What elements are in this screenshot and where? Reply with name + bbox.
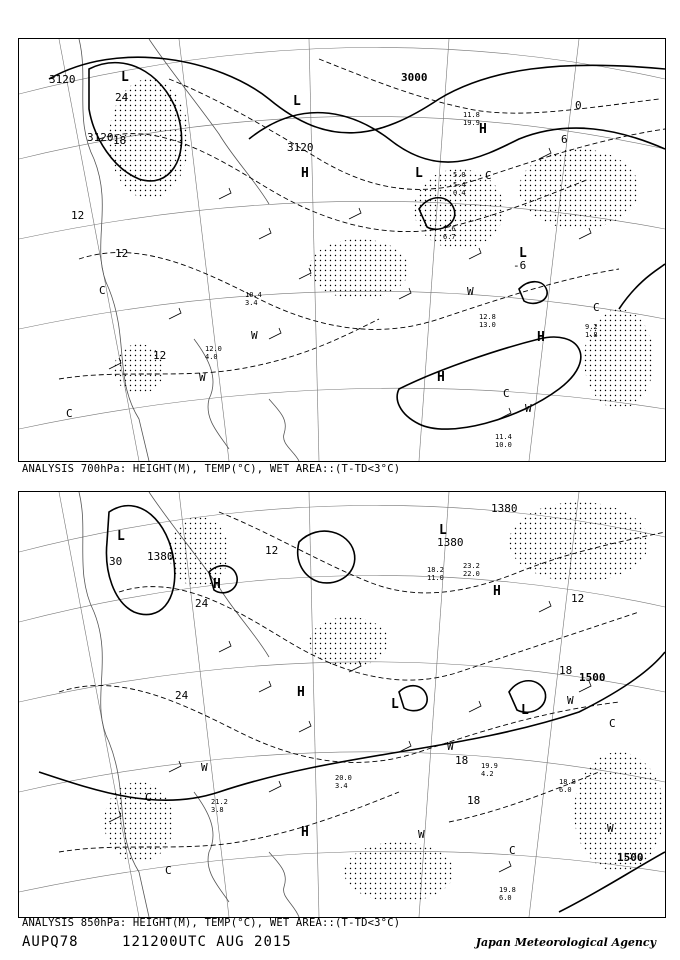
- station-value: 11.4: [495, 433, 512, 441]
- temp-label: 24: [195, 597, 209, 610]
- high-center: H: [297, 685, 305, 700]
- station-value: 18.2: [427, 566, 444, 574]
- station-value: 6.0: [499, 894, 512, 902]
- station-value: 4.0: [205, 353, 218, 361]
- temp-label: 12: [115, 247, 129, 260]
- temp-label: 6: [561, 133, 568, 146]
- temp-label: 24: [115, 91, 129, 104]
- warm-marker: W: [467, 285, 474, 298]
- cold-marker: C: [509, 844, 516, 857]
- warm-marker: W: [567, 694, 574, 707]
- station-value: 19.9: [481, 762, 498, 770]
- warm-marker: W: [525, 402, 532, 415]
- temp-label: 12: [153, 349, 167, 362]
- high-center: H: [437, 370, 445, 385]
- temp-label: 18: [467, 794, 481, 807]
- height-label: 1500: [617, 851, 644, 864]
- high-center: H: [301, 166, 309, 181]
- high-center: H: [301, 825, 309, 840]
- temp-label: 0: [575, 99, 582, 112]
- map-850hpa-canvas: [19, 492, 665, 917]
- low-center: L: [521, 703, 529, 718]
- cold-marker: C: [99, 284, 106, 297]
- agency-credit: Japan Meteorological Agency: [475, 936, 656, 949]
- warm-marker: W: [199, 371, 206, 384]
- caption-850hpa: ANALYSIS 850hPa: HEIGHT(M), TEMP(°C), WET AREA::(T-TD<3°C): [22, 917, 401, 929]
- temp-labels: [109, 544, 584, 807]
- height-label: 3120: [87, 131, 114, 144]
- height-label: 1500: [579, 671, 606, 684]
- temp-label: 18: [113, 134, 127, 147]
- warm-marker: W: [607, 822, 614, 835]
- wet-area: [104, 502, 664, 902]
- high-center: H: [537, 330, 545, 345]
- station-value: 5.0: [453, 171, 466, 179]
- map-700hpa: [18, 38, 666, 462]
- station-value: 3.4: [335, 782, 348, 790]
- caption-700hpa: ANALYSIS 700hPa: HEIGHT(M), TEMP(°C), WET AREA::(T-TD<3°C): [22, 463, 401, 475]
- chart-identifier: [22, 934, 326, 950]
- warm-marker: W: [251, 329, 258, 342]
- station-value: 22.0: [463, 570, 480, 578]
- high-center: H: [213, 577, 221, 592]
- low-center: L: [519, 246, 527, 261]
- low-center: L: [117, 529, 125, 544]
- low-center: L: [415, 166, 423, 181]
- cold-marker: C: [609, 717, 616, 730]
- height-labels: [49, 71, 428, 154]
- station-value: 3.4: [245, 299, 258, 307]
- temp-label: 12: [265, 544, 279, 557]
- station-value: 18.8: [559, 778, 576, 786]
- cold-marker: C: [593, 301, 600, 314]
- station-value: 0.4: [453, 189, 466, 197]
- station-value: 11.8: [463, 111, 480, 119]
- height-label: 1380: [491, 502, 518, 515]
- station-value: 10.4: [245, 291, 262, 299]
- coastline: [79, 39, 299, 461]
- temp-label: 18: [455, 754, 469, 767]
- low-center: L: [293, 94, 301, 109]
- station-value: 11.0: [427, 574, 444, 582]
- height-label: 3000: [401, 71, 428, 84]
- height-label: 3120: [49, 73, 76, 86]
- warm-marker: W: [447, 740, 454, 753]
- station-value: 12.0: [205, 345, 222, 353]
- map-700hpa-canvas: [19, 39, 665, 461]
- station-value: 10.0: [495, 441, 512, 449]
- station-value: 23.2: [463, 562, 480, 570]
- warm-marker: W: [201, 761, 208, 774]
- chart-datetime: 121200UTC AUG 2015: [122, 934, 292, 950]
- station-value: 7.6: [443, 225, 456, 233]
- chart-code: AUPQ78: [22, 934, 79, 950]
- cold-marker: C: [66, 407, 73, 420]
- warm-marker: W: [418, 828, 425, 841]
- station-value: 13.0: [479, 321, 496, 329]
- low-center: L: [121, 70, 129, 85]
- station-value: 21.2: [211, 798, 228, 806]
- station-value: 6.7: [443, 233, 456, 241]
- station-value: 6.0: [559, 786, 572, 794]
- low-center: L: [439, 523, 447, 538]
- temp-label: 12: [71, 209, 85, 222]
- map-850hpa: [18, 491, 666, 918]
- station-value: 1.8: [585, 331, 598, 339]
- station-value: 9.2: [585, 323, 598, 331]
- cold-marker: C: [485, 169, 492, 182]
- temp-label: 18: [559, 664, 573, 677]
- height-label: 1380: [437, 536, 464, 549]
- station-value: 5.4: [453, 181, 466, 189]
- station-value: 19.9: [463, 119, 480, 127]
- station-value: 4.2: [481, 770, 494, 778]
- temp-label: 24: [175, 689, 189, 702]
- height-label: 3120: [287, 141, 314, 154]
- cold-marker: C: [145, 791, 152, 804]
- high-center: H: [479, 122, 487, 137]
- temp-label: -6: [513, 259, 527, 272]
- height-label: 1380: [147, 550, 174, 563]
- cold-marker: C: [165, 864, 172, 877]
- low-center: L: [391, 697, 399, 712]
- cold-marker: C: [503, 387, 510, 400]
- station-value: 19.8: [499, 886, 516, 894]
- temp-label: 30: [109, 555, 123, 568]
- high-center: H: [493, 584, 501, 599]
- station-value: 12.8: [479, 313, 496, 321]
- station-value: 20.0: [335, 774, 352, 782]
- temp-label: 12: [571, 592, 585, 605]
- station-value: 3.8: [211, 806, 224, 814]
